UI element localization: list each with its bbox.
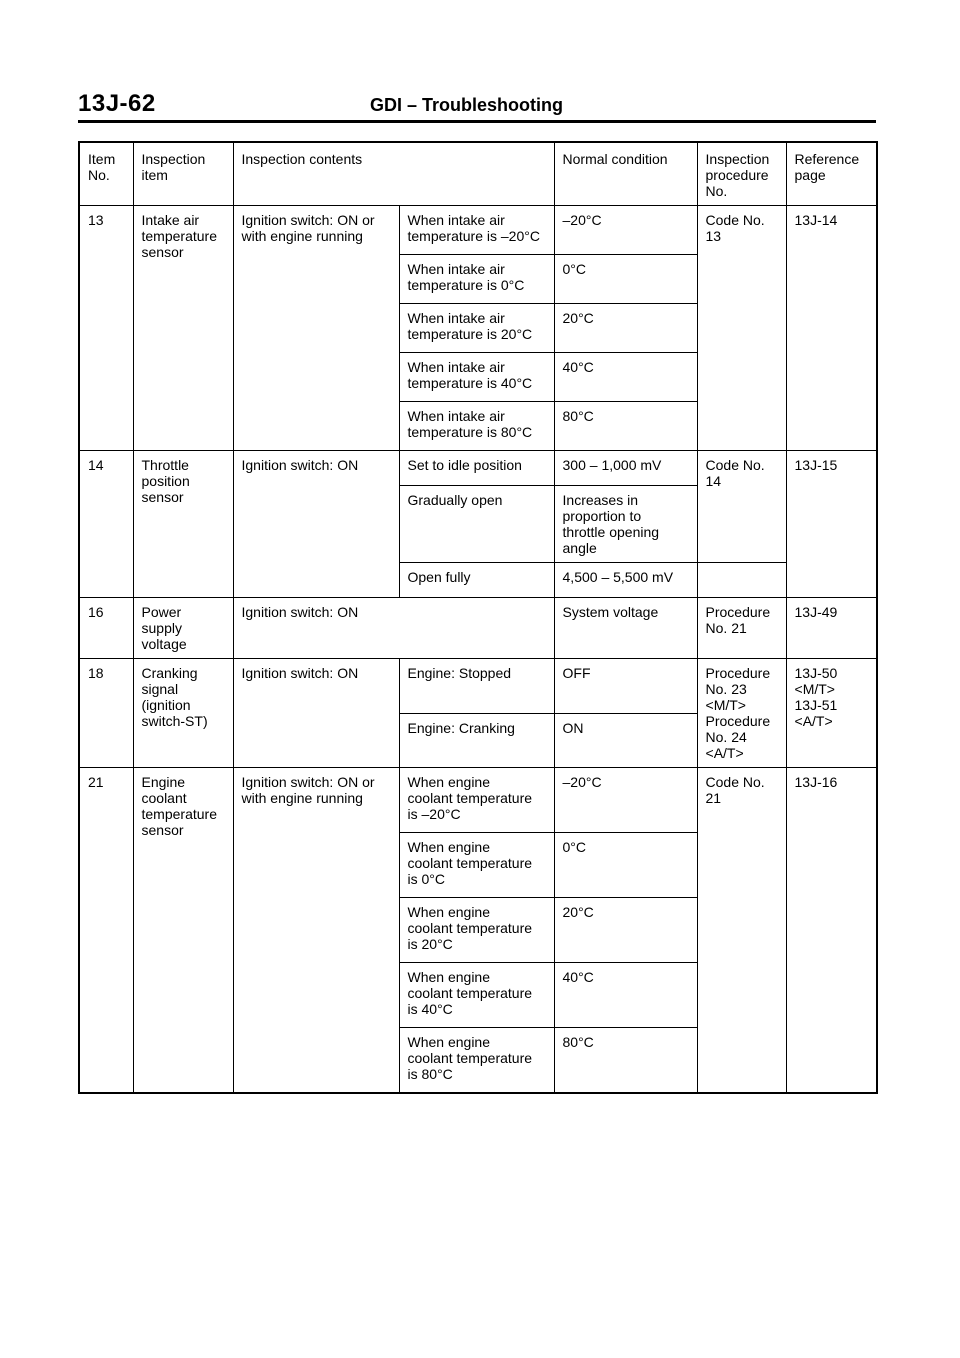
normal-condition: 80°C <box>554 1028 697 1094</box>
procedure-no-empty <box>697 563 786 598</box>
troubleshooting-table <box>78 141 878 1094</box>
inspection-item: Cranking signal (ignition switch-ST) <box>133 659 233 768</box>
inspection-contents: Ignition switch: ON or with engine running <box>233 768 399 1094</box>
condition: When intake air temperature is 40°C <box>399 353 554 402</box>
condition: Gradually open <box>399 486 554 563</box>
normal-condition: 40°C <box>554 963 697 1028</box>
normal-condition: ON <box>554 713 697 768</box>
table-row <box>79 451 877 486</box>
normal-condition: 0°C <box>554 833 697 898</box>
inspection-contents: Ignition switch: ON or with engine running <box>233 206 399 451</box>
condition: When intake air temperature is –20°C <box>399 206 554 255</box>
inspection-contents: Ignition switch: ON <box>233 659 399 768</box>
normal-condition: 20°C <box>554 898 697 963</box>
normal-condition: –20°C <box>554 768 697 833</box>
normal-condition: 300 – 1,000 mV <box>554 451 697 486</box>
inspection-item: Throttle position sensor <box>133 451 233 598</box>
column-header-normal-condition: Normal condition <box>554 142 697 206</box>
procedure-no: Procedure No. 21 <box>697 598 786 659</box>
condition: When engine coolant temperature is 20°C <box>399 898 554 963</box>
reference-page: 13J-15 <box>786 451 877 598</box>
item-no: 21 <box>79 768 133 1094</box>
condition: Engine: Cranking <box>399 713 554 768</box>
condition: When engine coolant temperature is –20°C <box>399 768 554 833</box>
reference-page: 13J-16 <box>786 768 877 1094</box>
normal-condition: System voltage <box>554 598 697 659</box>
inspection-contents: Ignition switch: ON <box>233 451 399 598</box>
condition: When intake air temperature is 0°C <box>399 255 554 304</box>
table-header-row <box>79 142 877 206</box>
page-title: GDI – Troubleshooting <box>370 95 563 115</box>
reference-page: 13J-50 <M/T> 13J-51 <A/T> <box>786 659 877 768</box>
inspection-contents: Ignition switch: ON <box>233 598 554 659</box>
condition: Set to idle position <box>399 451 554 486</box>
item-no: 18 <box>79 659 133 768</box>
normal-condition: 4,500 – 5,500 mV <box>554 563 697 598</box>
condition: Engine: Stopped <box>399 659 554 714</box>
header-rule <box>78 120 876 123</box>
normal-condition: –20°C <box>554 206 697 255</box>
inspection-item: Intake air temperature sensor <box>133 206 233 451</box>
page-number: 13J-62 <box>78 90 156 117</box>
normal-condition: 0°C <box>554 255 697 304</box>
table-row <box>79 598 877 659</box>
procedure-no: Code No. 13 <box>697 206 786 451</box>
table-row <box>79 206 877 255</box>
column-header-reference-page: Reference page <box>786 142 877 206</box>
table-row <box>79 659 877 714</box>
column-header-inspection-item: Inspection item <box>133 142 233 206</box>
procedure-no: Procedure No. 23 <M/T> Procedure No. 24 <A/T> <box>697 659 786 768</box>
item-no: 16 <box>79 598 133 659</box>
normal-condition: 80°C <box>554 402 697 451</box>
item-no: 13 <box>79 206 133 451</box>
procedure-no: Code No. 21 <box>697 768 786 1094</box>
column-header-item-no: Item No. <box>79 142 133 206</box>
inspection-item: Engine coolant temperature sensor <box>133 768 233 1094</box>
normal-condition: 20°C <box>554 304 697 353</box>
condition: Open fully <box>399 563 554 598</box>
procedure-no: Code No. 14 <box>697 451 786 563</box>
page-header <box>78 88 876 124</box>
condition: When intake air temperature is 80°C <box>399 402 554 451</box>
normal-condition: 40°C <box>554 353 697 402</box>
inspection-item: Power supply voltage <box>133 598 233 659</box>
column-header-inspection-contents: Inspection contents <box>233 142 554 206</box>
column-header-procedure-no: Inspection procedure No. <box>697 142 786 206</box>
table-row <box>79 768 877 833</box>
condition: When engine coolant temperature is 40°C <box>399 963 554 1028</box>
condition: When engine coolant temperature is 80°C <box>399 1028 554 1094</box>
reference-page: 13J-49 <box>786 598 877 659</box>
normal-condition: OFF <box>554 659 697 714</box>
normal-condition: Increases in proportion to throttle opening angle <box>554 486 697 563</box>
item-no: 14 <box>79 451 133 598</box>
condition: When engine coolant temperature is 0°C <box>399 833 554 898</box>
condition: When intake air temperature is 20°C <box>399 304 554 353</box>
reference-page: 13J-14 <box>786 206 877 451</box>
